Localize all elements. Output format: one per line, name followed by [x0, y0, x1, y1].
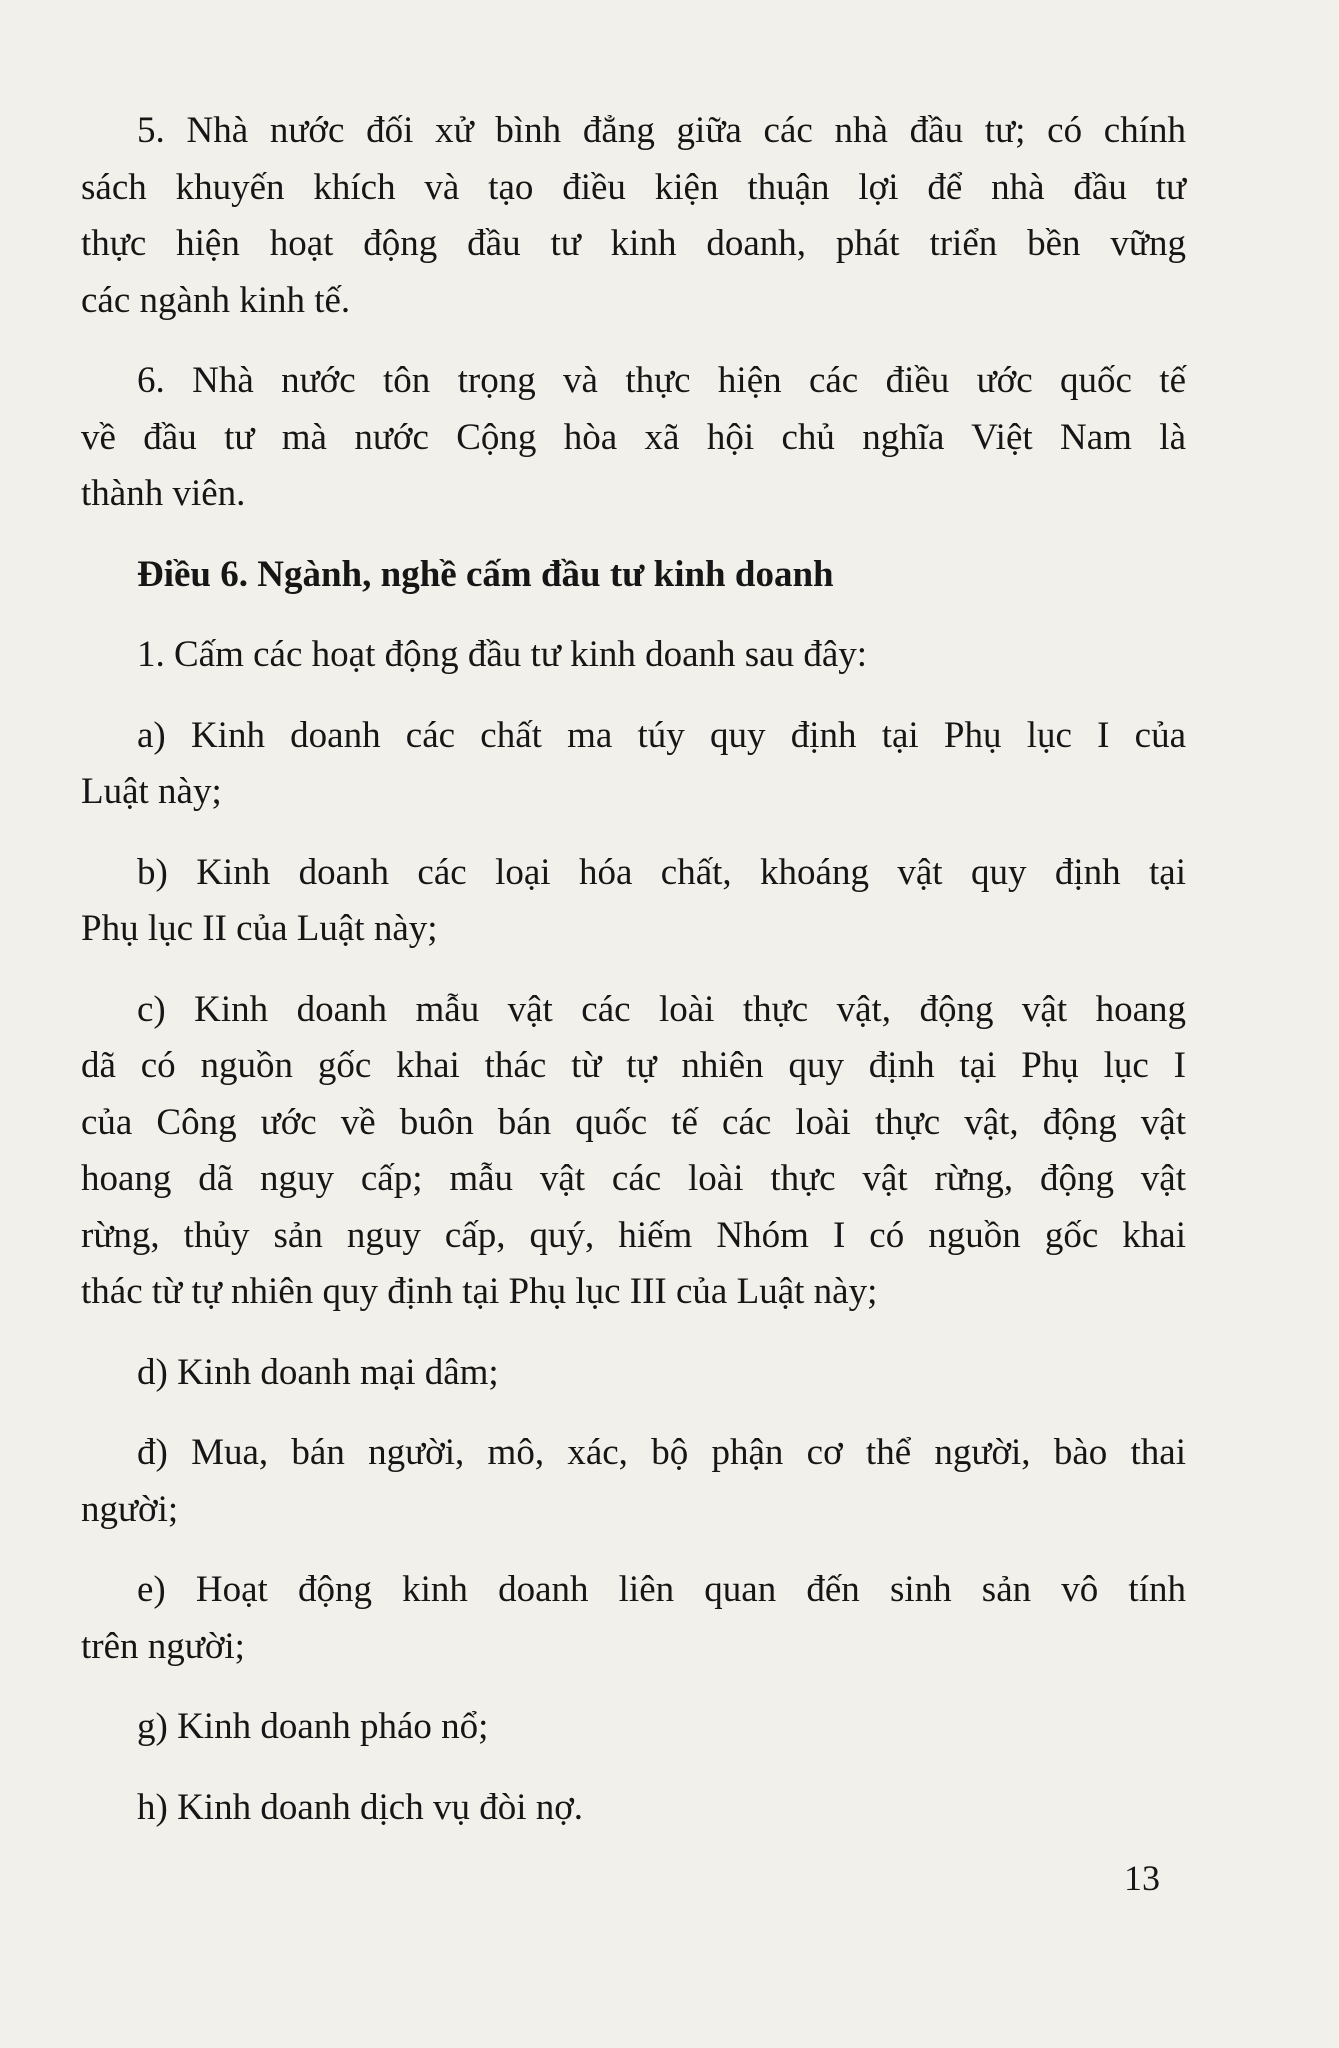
text-line: d) Kinh doanh mại dâm; — [137, 1351, 499, 1393]
text-line: trên người; — [81, 1625, 245, 1667]
paragraph — [81, 627, 1186, 684]
paragraph — [81, 1699, 1186, 1756]
text-line: các ngành kinh tế. — [81, 279, 351, 321]
paragraph — [81, 1345, 1186, 1402]
text-line: rừng, thủy sản nguy cấp, quý, hiếm Nhóm I có nguồn gốc khai — [81, 1214, 1186, 1256]
text-line: về đầu tư mà nước Cộng hòa xã hội chủ nghĩa Việt Nam là — [81, 416, 1186, 458]
text-line: g) Kinh doanh pháo nổ; — [137, 1706, 489, 1747]
text-line: thành viên. — [81, 473, 246, 514]
paragraph — [81, 708, 1186, 821]
text-line: người; — [81, 1488, 179, 1530]
text-line: a) Kinh doanh các chất ma túy quy định tại Phụ lục I của — [137, 714, 1186, 756]
paragraph — [81, 353, 1186, 523]
paragraph — [81, 1562, 1186, 1675]
text-line: thực hiện hoạt động đầu tư kinh doanh, phát triển bền vững — [81, 223, 1186, 264]
text-line: 6. Nhà nước tôn trọng và thực hiện các điều ước quốc tế — [137, 360, 1186, 401]
text-line: sách khuyến khích và tạo điều kiện thuận lợi để nhà đầu tư — [81, 166, 1186, 208]
paragraph — [81, 103, 1186, 329]
document-body — [81, 103, 1186, 1836]
text-line: 5. Nhà nước đối xử bình đẳng giữa các nhà đầu tư; có chính — [137, 110, 1186, 151]
text-line: h) Kinh doanh dịch vụ đòi nợ. — [137, 1786, 584, 1828]
text-line: thác từ tự nhiên quy định tại Phụ lục III của Luật này; — [81, 1271, 878, 1312]
text-line: Luật này; — [81, 771, 222, 812]
text-line: 1. Cấm các hoạt động đầu tư kinh doanh sau đây: — [137, 634, 868, 675]
text-line: dã có nguồn gốc khai thác từ tự nhiên quy định tại Phụ lục I — [81, 1045, 1186, 1086]
paragraph — [81, 845, 1186, 958]
page-number: 13 — [1124, 1858, 1160, 1898]
text-line: b) Kinh doanh các loại hóa chất, khoáng vật quy định tại — [137, 851, 1186, 893]
text-line: hoang dã nguy cấp; mẫu vật các loài thực vật rừng, động vật — [81, 1158, 1186, 1199]
paragraph — [81, 1780, 1186, 1837]
paragraph — [81, 982, 1186, 1321]
text-line: của Công ước về buôn bán quốc tế các loài thực vật, động vật — [81, 1101, 1186, 1143]
text-line: Phụ lục II của Luật này; — [81, 908, 438, 949]
text-line: e) Hoạt động kinh doanh liên quan đến sinh sản vô tính — [137, 1569, 1186, 1610]
paragraph — [81, 1425, 1186, 1538]
text-line: c) Kinh doanh mẫu vật các loài thực vật, động vật hoang — [137, 988, 1186, 1030]
text-line: Điều 6. Ngành, nghề cấm đầu tư kinh doanh — [137, 553, 834, 595]
text-line: đ) Mua, bán người, mô, xác, bộ phận cơ thể người, bào thai — [137, 1432, 1186, 1473]
article-heading — [81, 547, 1186, 604]
